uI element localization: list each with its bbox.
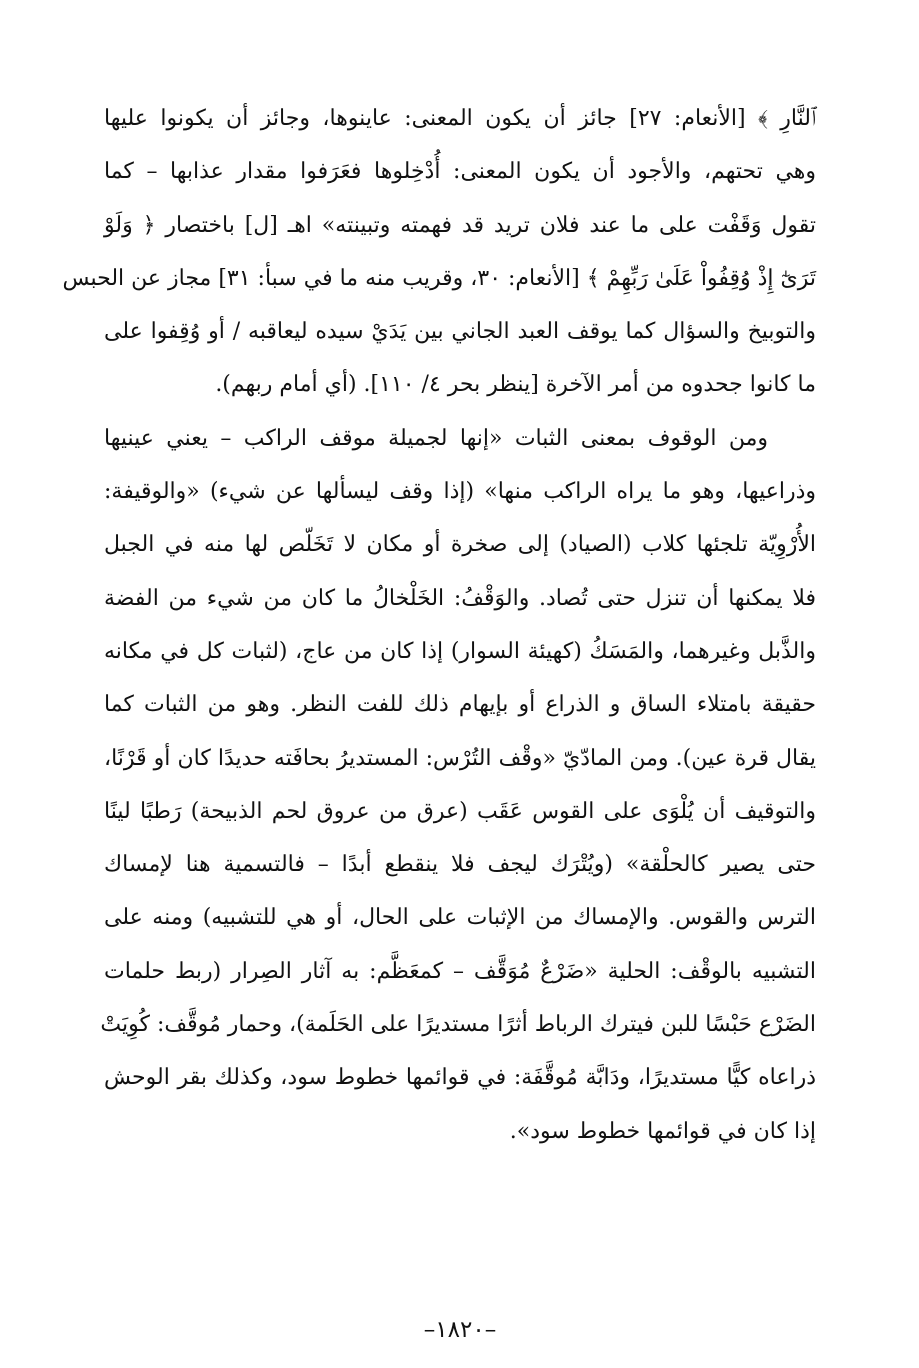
text-line: ﭐﻟﻨَّﺎﺭِ ﴾ [الأنعام: ٢٧] جائز أن يكون المعنى: عاينوها، وجائز أن يكونوا عليها [104,106,816,131]
text-line: والذَّبل وغيرهما، والمَسَكُ (كهيئة السوار) إذا كان من عاج، (لثبات كل في مكانه [104,638,816,664]
paragraph-1 [62,92,817,412]
text-line: وهي تحتهم، والأجود أن يكون المعنى: أُدْخِلوها فعَرَفوا مقدار عذابها – كما [104,159,817,185]
text-line: إذا كان في قوائمها خطوط سود». [509,1118,816,1144]
text-line: الترس والقوس. والإمساك من الإثبات على الحال، أو هي للتشبيه) ومنه على [104,905,816,931]
text-line: ما كانوا جحدوه من أمر الآخرة [ينظر بحر ٤/ ١١٠]. (أي أمام ربهم). [215,372,816,398]
paragraph-2 [100,412,816,1158]
text-line: فلا يمكنها أن تنزل حتى تُصاد. والوَقْفُ: الخَلْخالُ ما كان من شيء من الفضة [104,585,816,611]
page-text-block [62,92,817,1343]
text-line: تقول وَقَفْت على ما عند فلان تريد قد فهمته وتبينته» اهـ [ل] باختصار ﴿ وَلَوْ [104,212,816,238]
page-number: –١٨٢٠– [423,1317,497,1343]
text-line: الأُرْوِيّة تلجئها كلاب (الصياد) إلى صخرة أو مكان لا تَخَلّص لها منه في الجبل [104,532,816,558]
text-line: التشبيه بالوقْف: الحلية «ضَرْعٌ مُوَقَّف – كمعَظَّم: به آثار الصِرار (ربط حلمات [104,958,816,984]
text-line: حقيقة بامتلاء الساق و الذراع أو بإيهام ذلك للفت النظر. وهو من الثبات كما [104,692,816,718]
text-line: حتى يصير كالحلْقة» (ويُتْرَك ليجف فلا ينقطع أبدًا – فالتسمية هنا لإمساك [104,852,816,878]
text-line: ومن الوقوف بمعنى الثبات «إنها لجميلة موقف الراكب – يعني عينيها [104,425,768,451]
text-line: والتوقيف أن يُلْوَى على القوس عَقَب (عرق من عروق لحم الذبيحة) رَطبًا لينًا [104,798,816,824]
text-line: تَرَىٰٓ إِذْ وُقِفُواْ عَلَىٰ رَبِّهِمْ ﴾ [الأنعام: ٣٠، وقريب منه ما في سبأ: ٣١] مجاز عن الحبس [62,265,816,291]
text-line: والتوبيخ والسؤال كما يوقف العبد الجاني بين يَدَيْ سيده ليعاقبه / أو وُقِفوا على [104,319,816,345]
text-line: يقال قرة عين). ومن المادّيّ «وقْف التُرْس: المستديرُ بحافَته حديدًا كان أو قَرْنًا، [104,745,816,771]
text-line: ذراعاه كيًّا مستديرًا، ودَابَّة مُوقَّفَة: في قوائمها خطوط سود، وكذلك بقر الوحش [104,1065,816,1091]
text-line: وذراعيها، وهو ما يراه الراكب منها» (إذا وقف ليسألها عن شيء) «والوقيفة: [104,479,816,505]
text-line: الضَرْع حَبْسًا للبن فيترك الرباط أثرًا مستديرًا على الحَلَمة)، وحمار مُوقَّف: كُوِيَتْ [100,1012,816,1038]
